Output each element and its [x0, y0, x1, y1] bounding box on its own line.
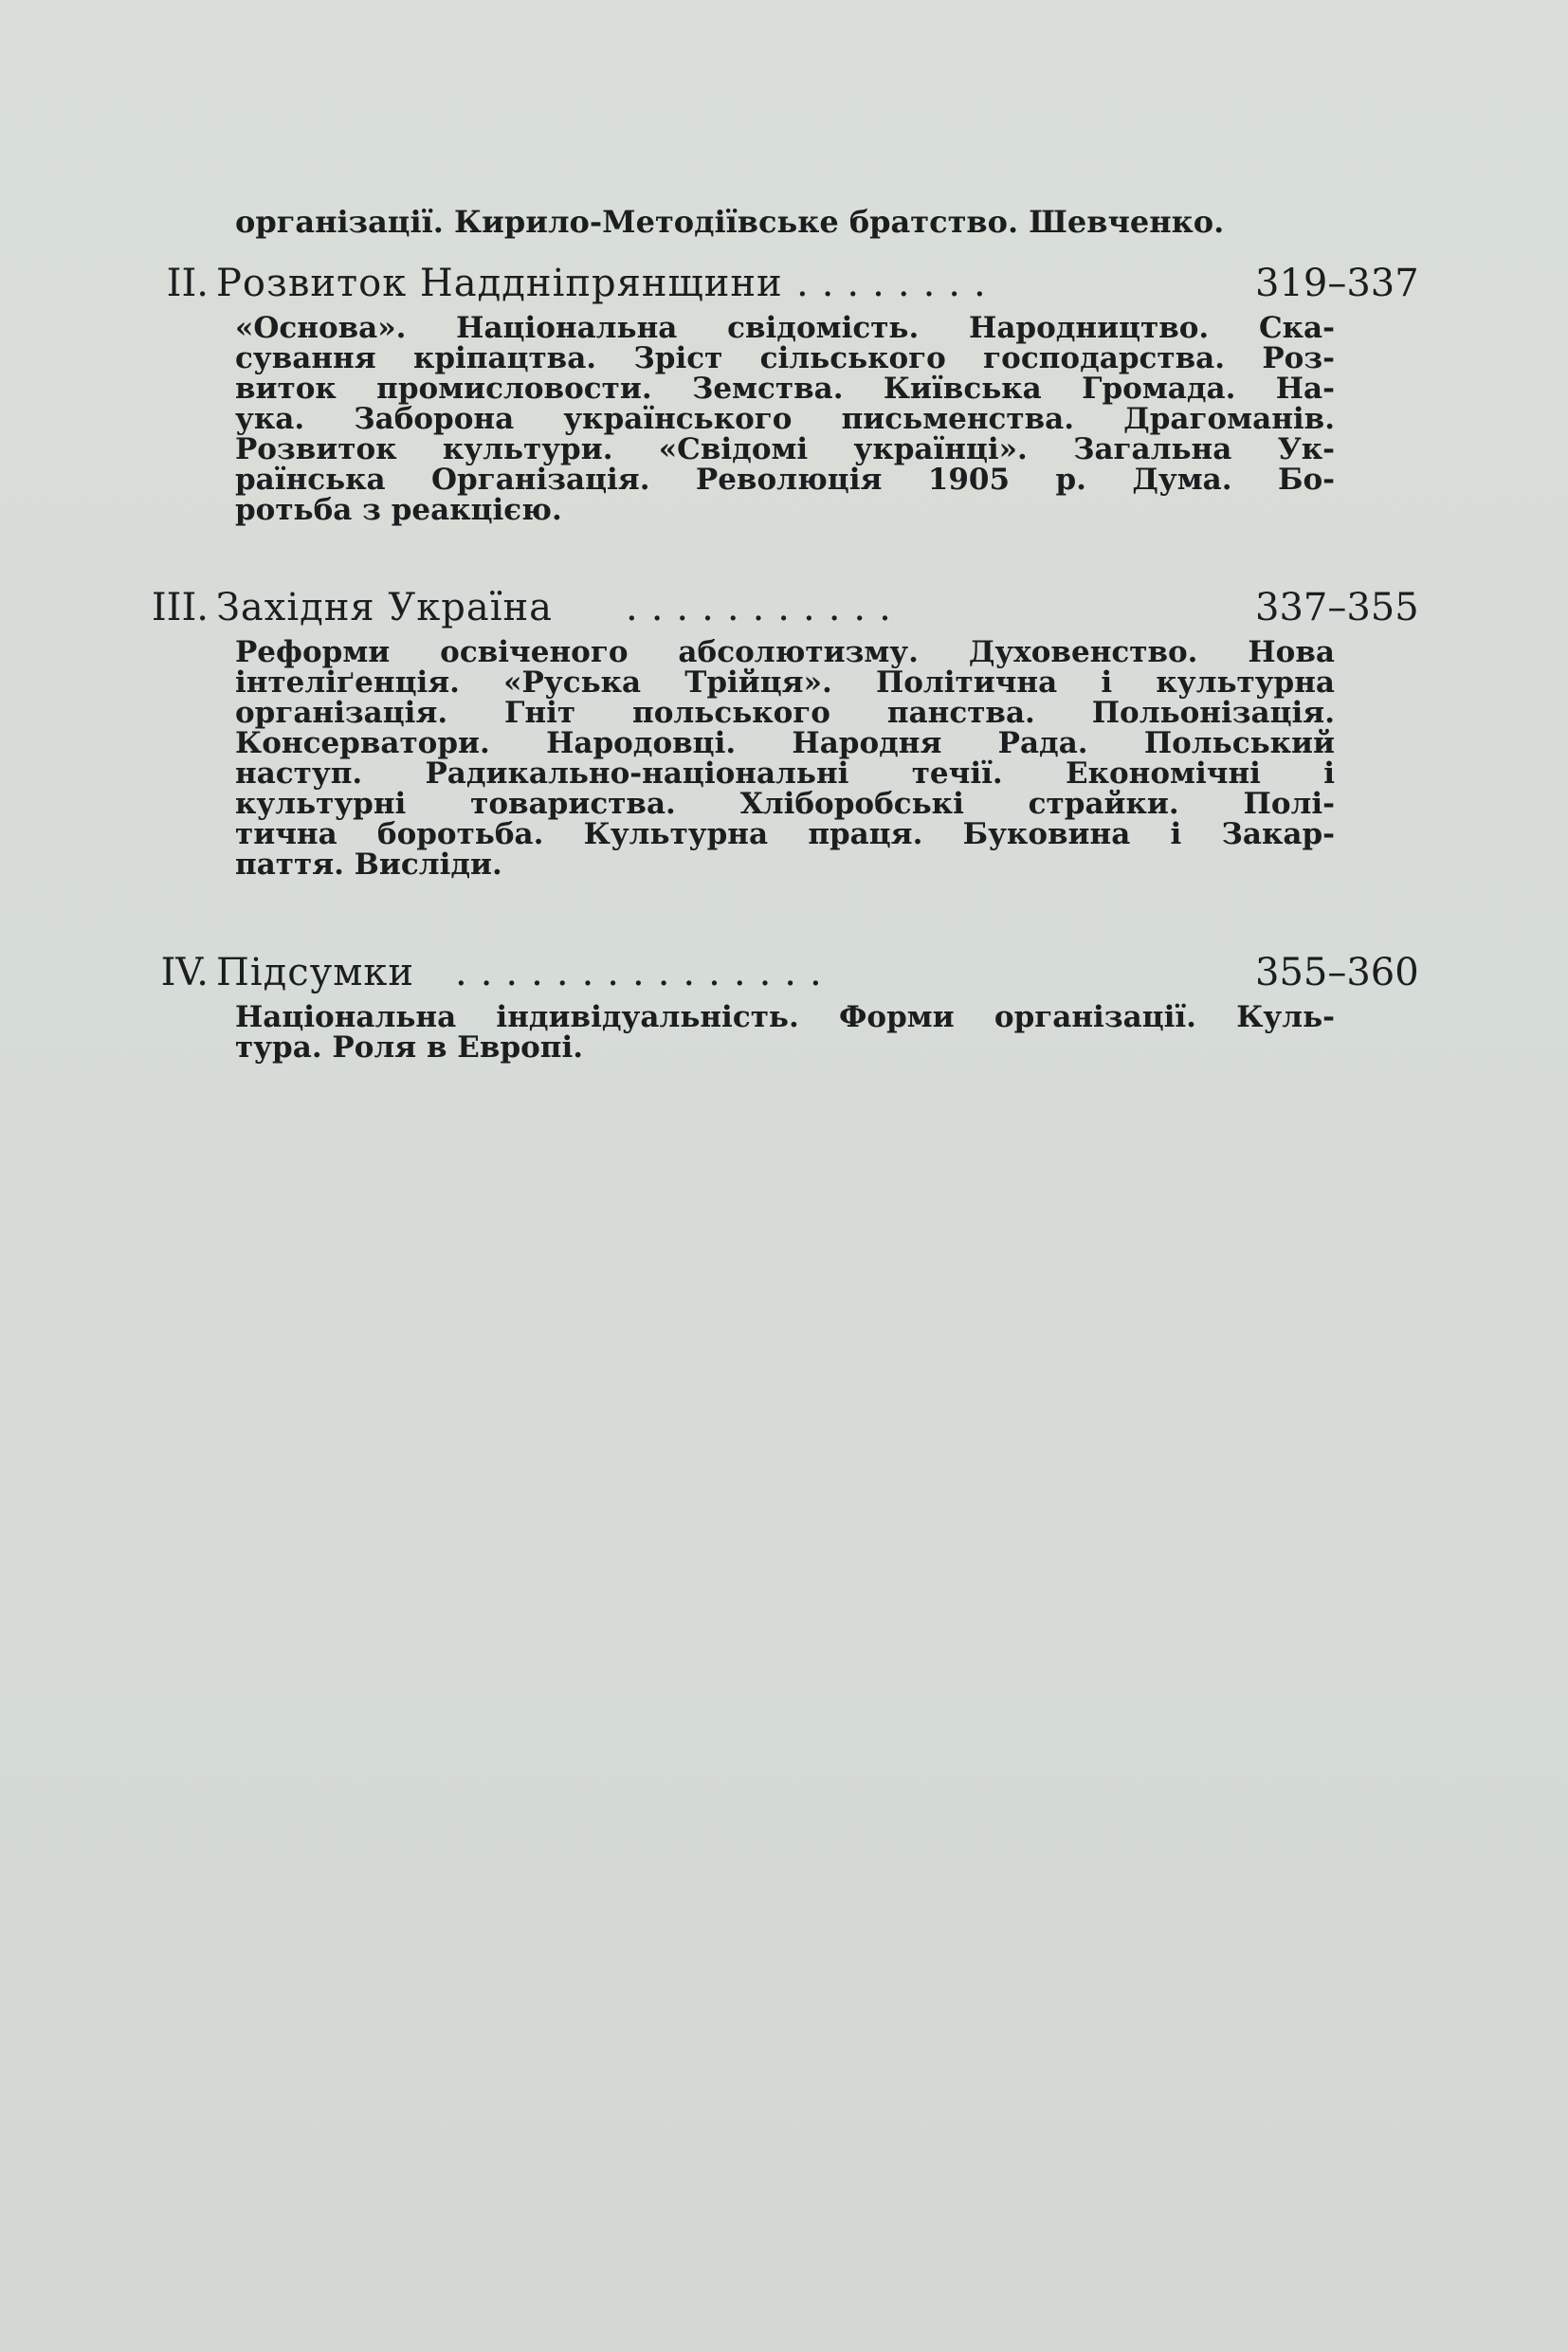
description-line: «Основа». Національна свідомість. Народництво. Ска‐	[235, 311, 1335, 345]
description-line: ротьба з реакцією.	[235, 493, 562, 527]
section-heading: Розвиток Наддніпрянщини	[216, 262, 783, 305]
description-line: інтеліґенція. «Руська Трійця». Політична і культурна	[235, 665, 1335, 700]
section-description	[235, 1002, 1335, 1063]
page-range: 319–337	[1255, 262, 1419, 305]
continued-description: організації. Кирило‐Методіївське братство. Шевченко.	[235, 204, 1225, 240]
description-line: Розвиток культури. «Свідомі українці». Загальна Ук‐	[235, 432, 1335, 466]
toc-entry-header	[114, 254, 1441, 313]
description-line: ука. Заборона українського письменства. Драгоманів.	[235, 402, 1335, 436]
page-range: 355–360	[1255, 951, 1419, 994]
section-description	[235, 313, 1335, 525]
description-line: культурні товариства. Хліборобські страйки. Полі‐	[235, 787, 1335, 821]
section-description	[235, 637, 1335, 880]
description-line: Національна індивідуальність. Форми організації. Куль‐	[235, 1000, 1335, 1034]
section-numeral: II.	[166, 262, 209, 305]
toc-entry-section-3	[114, 578, 1441, 880]
dot-leader: ...............	[455, 951, 835, 994]
description-line: сування кріпацтва. Зріст сільського господарства. Роз‐	[235, 341, 1335, 375]
page-range: 337–355	[1255, 586, 1419, 629]
description-line: тура. Роля в Европі.	[235, 1030, 584, 1065]
toc-entry-section-2	[114, 254, 1441, 525]
toc-entry-section-4	[114, 943, 1441, 1063]
description-line: тична боротьба. Культурна праця. Буковина і Закар‐	[235, 817, 1335, 851]
section-heading: Підсумки	[216, 951, 415, 994]
section-numeral: IV.	[160, 951, 209, 994]
toc-entry-header	[114, 943, 1441, 1002]
description-line: наступ. Радикально‐національні течії. Економічні і	[235, 756, 1335, 791]
description-line: раїнська Організація. Революція 1905 р. Дума. Бо‐	[235, 463, 1335, 497]
description-line: виток промисловости. Земства. Київська Громада. На‐	[235, 372, 1335, 406]
section-numeral: III.	[151, 586, 209, 629]
description-line: організація. Гніт польського панства. Польонізація.	[235, 696, 1335, 730]
section-heading: Західня Україна	[216, 586, 554, 629]
description-line: Консерватори. Народовці. Народня Рада. Польський	[235, 726, 1335, 760]
description-line: Реформи освіченого абсолютизму. Духовенство. Нова	[235, 635, 1335, 669]
dot-leader: ........	[796, 262, 999, 305]
description-line: паття. Висліди.	[235, 847, 502, 882]
dot-leader: ...........	[626, 586, 904, 629]
toc-entry-header	[114, 578, 1441, 637]
